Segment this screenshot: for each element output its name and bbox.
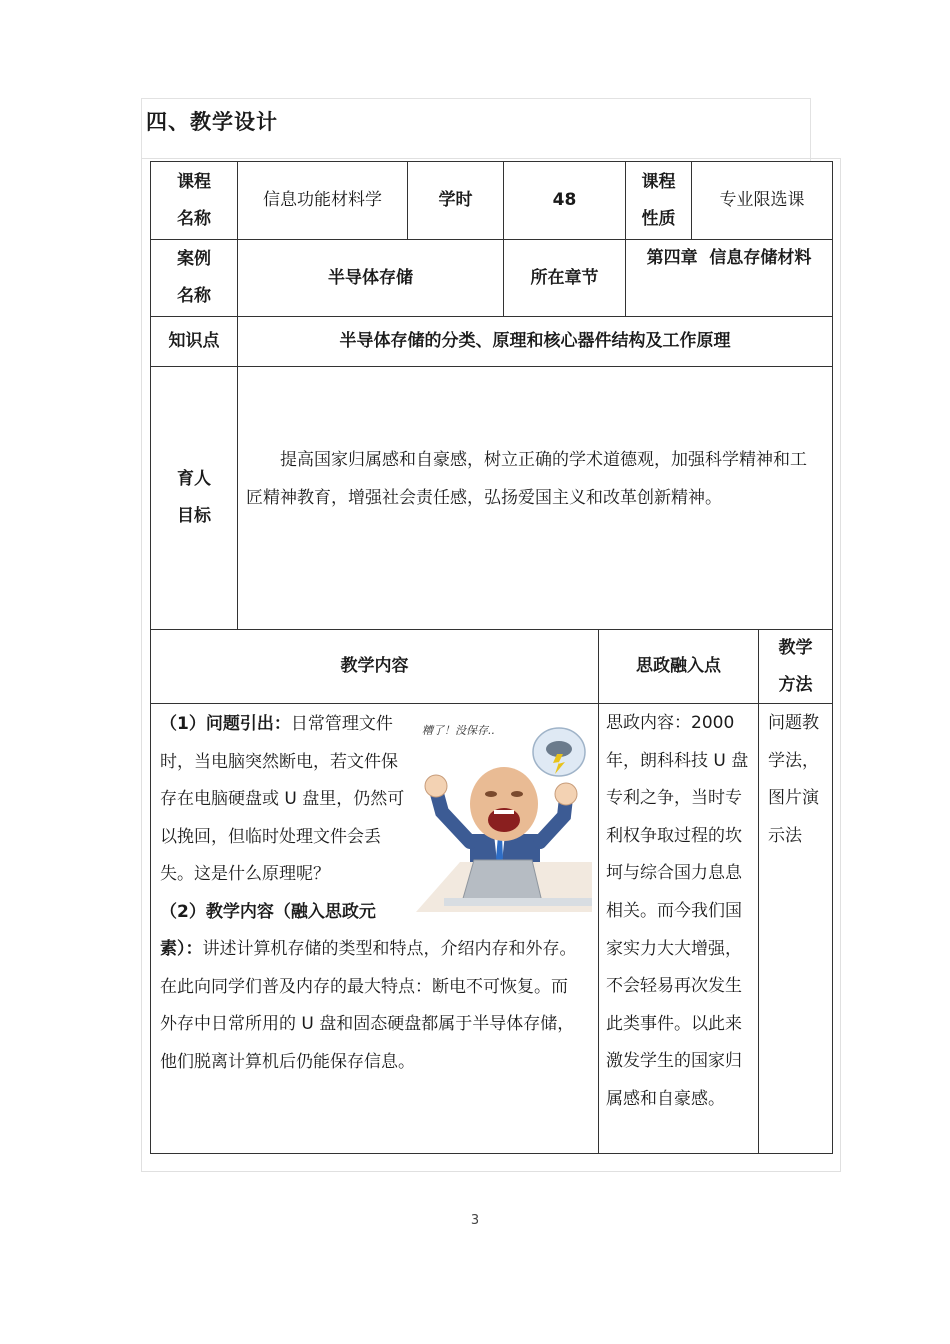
- content-line-4: 他们脱离计算机后仍能保存信息。: [160, 1052, 415, 1072]
- ideology-line-7: 家实力大大增强，: [606, 938, 742, 959]
- course-name-value: 信息功能材料学: [237, 161, 408, 240]
- content-line-1: [160, 930, 577, 968]
- method-line-1: 问题教: [768, 713, 819, 733]
- content-title-1: （2）教学内容（融入思政元: [160, 902, 376, 922]
- question-line-2: 时，当电脑突然断电，若文件保: [160, 752, 398, 772]
- chapter-value: [625, 239, 833, 317]
- cartoon-illustration: [414, 712, 592, 912]
- course-type-label: 课程 性质: [625, 161, 692, 240]
- hours-value: 48: [503, 161, 626, 240]
- question-line-5: 失。这是什么原理呢？: [160, 864, 330, 884]
- chapter-text: 第四章 信息存储材料: [646, 248, 812, 268]
- cartoon-caption: 糟了！没保存..: [422, 724, 495, 737]
- content-line-2: 在此向同学们普及内存的最大特点：断电不可恢复。而: [160, 977, 568, 997]
- chapter-label: 所在章节: [503, 239, 626, 317]
- ideology-line-9: 此类事件。以此来: [606, 1013, 742, 1034]
- ideology-line-1: 思政内容：2000: [606, 713, 735, 733]
- ideology-line-10: 激发学生的国家归: [606, 1051, 742, 1072]
- content-title-2: 素）：: [160, 939, 203, 959]
- ideology-line-2: 年，朗科科技 U 盘: [606, 750, 749, 771]
- method-header: 教学 方法: [758, 629, 833, 704]
- question-text-1: 日常管理文件: [290, 714, 393, 734]
- ideology-line-4: 利权争取过程的坎: [606, 825, 742, 846]
- ideology-line-3: 专利之争，当时专: [606, 788, 742, 809]
- ideology-line-11: 属感和自豪感。: [606, 1088, 725, 1109]
- question-line-3: 存在电脑硬盘或 U 盘里，仍然可: [160, 789, 405, 809]
- case-name-value: 半导体存储: [237, 239, 504, 317]
- section-title: 四、教学设计: [146, 110, 278, 134]
- course-name-label: 课程 名称: [150, 161, 238, 240]
- knowledge-label: 知识点: [150, 316, 238, 367]
- knowledge-value: 半导体存储的分类、原理和核心器件结构及工作原理: [237, 316, 833, 367]
- goal-line-1: 提高国家归属感和自豪感，树立正确的学术道德观，加强科学精神和工: [280, 450, 807, 470]
- page-number: 3: [470, 1213, 480, 1228]
- method-line-3: 图片演: [768, 788, 819, 809]
- content-text-1: 讲述计算机存储的类型和特点，介绍内存和外存。: [202, 939, 577, 959]
- ideology-text: [606, 705, 748, 1119]
- hours-label: 学时: [407, 161, 504, 240]
- goal-label: 育人 目标: [150, 366, 238, 630]
- method-line-2: 学法，: [768, 750, 819, 771]
- ideology-line-8: 不会轻易再次发生: [606, 976, 742, 997]
- ideology-line-6: 相关。而今我们国: [606, 900, 742, 921]
- case-name-label: 案例 名称: [150, 239, 238, 317]
- ideology-header: 思政融入点: [598, 629, 759, 704]
- question-line-1: [160, 705, 393, 743]
- ideology-line-5: 坷与综合国力息息: [606, 863, 742, 884]
- question-line-4: 以挽回，但临时处理文件会丢: [160, 827, 381, 847]
- content-line-3: 外存中日常所用的 U 盘和固态硬盘都属于半导体存储，: [160, 1014, 575, 1034]
- method-text: [768, 705, 819, 855]
- content-header: 教学内容: [150, 629, 599, 704]
- method-line-4: 示法: [768, 825, 802, 846]
- course-type-value: 专业限选课: [691, 161, 833, 240]
- goal-line-2: 匠精神教育，增强社会责任感，弘扬爱国主义和改革创新精神。: [246, 488, 722, 508]
- question-title: （1）问题引出：: [160, 714, 291, 734]
